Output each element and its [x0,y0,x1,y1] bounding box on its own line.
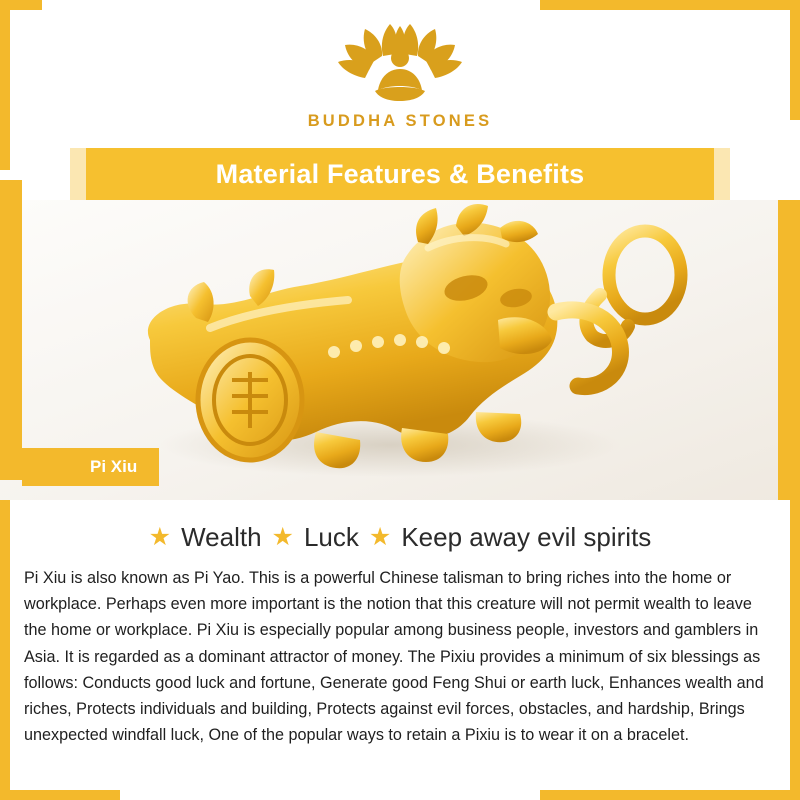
description-paragraph: Pi Xiu is also known as Pi Yao. This is a powerful Chinese talisman to bring riches into the home or workplace. Perhaps even more important is the notion that this creature will not permit wealth to leave the home or workplace. Pi Xiu is especially popular among business people, investors and gamblers in Asia. It is regarded as a dominant attractor of money. The Pixiu provides a minimum of six blessings as follows: Conducts good luck and fortune, Generate good Feng Shui or earth luck, Enhances wealth and riches, Protects individuals and building, Protects against evil forces, obstacles, and hardship, Brings unexpected windfall luck, One of the popular ways to retain a Pixiu is to wear it on a bracelet. [24,569,764,745]
section-title-band [86,148,714,200]
lotus-meditation-icon [325,18,475,110]
gold-edge-band-right [778,200,800,500]
corner-frame-bottom-right-horizontal [540,790,800,800]
corner-frame-bottom-left-horizontal [0,790,120,800]
benefit-item-wealth: Wealth [181,522,262,552]
product-hero-image [0,200,800,500]
corner-frame-bottom-right-vertical [790,500,800,800]
gold-edge-band-left [0,180,22,480]
corner-frame-top-left-vertical [0,0,10,170]
benefits-row [0,500,800,563]
brand-name: BUDDHA STONES [307,112,493,130]
brand-header [0,0,800,148]
corner-frame-bottom-left-vertical [0,500,10,800]
corner-frame-top-right-vertical [790,0,800,120]
product-name-label: Pi Xiu [22,448,159,486]
page-title: Material Features & Benefits [215,158,585,189]
star-icon: ★ [368,523,392,551]
benefit-item-evil-spirits: Keep away evil spirits [401,522,652,552]
star-icon: ★ [148,523,172,551]
star-icon: ★ [271,523,294,551]
corner-frame-top-right-horizontal [540,0,800,10]
benefit-item-luck: Luck [303,522,359,552]
